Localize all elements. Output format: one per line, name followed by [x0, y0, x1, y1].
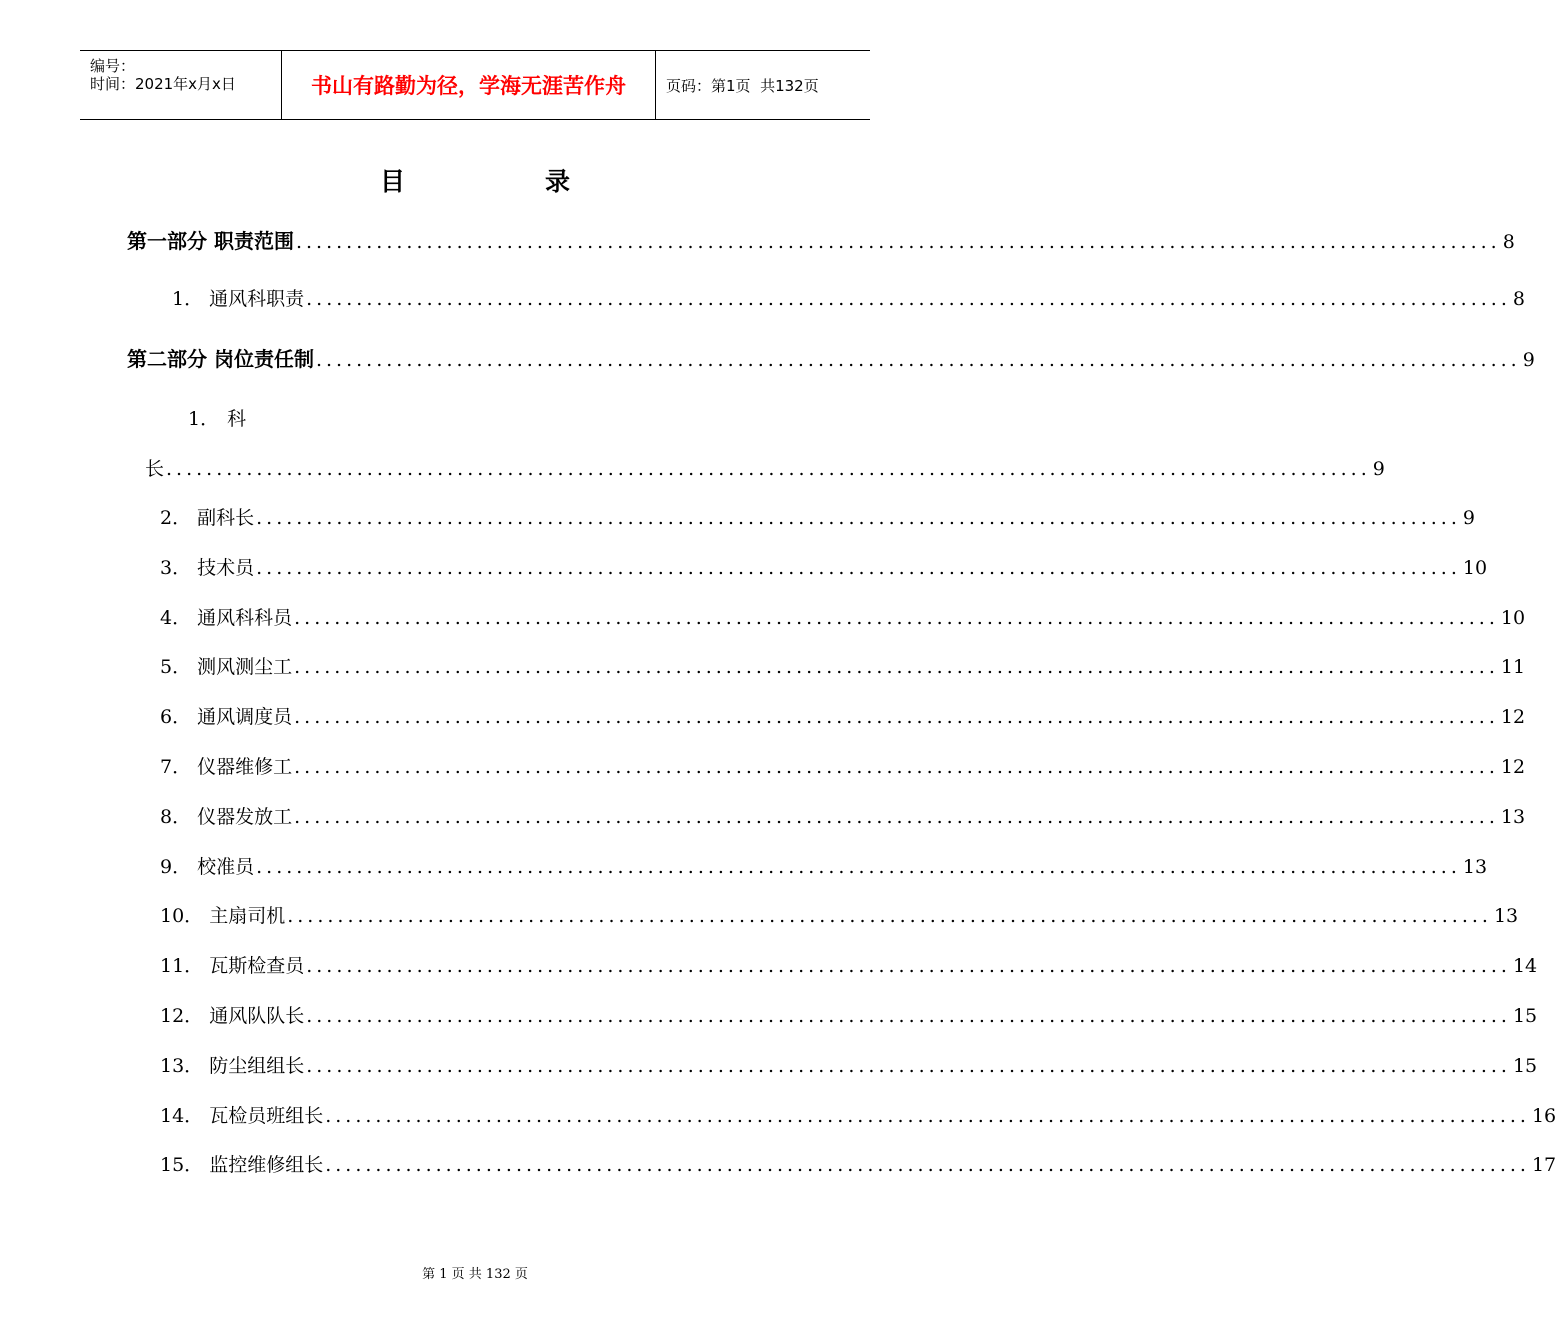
toc-leader-dots: ........................................................................................................................: [256, 557, 1461, 579]
toc-entry[interactable]: [160, 852, 1488, 882]
toc-leader-dots: ........................................................................................................................: [256, 507, 1461, 529]
toc-leader-dots: ........................................................................................................................: [325, 1154, 1530, 1176]
toc-entry[interactable]: [160, 1051, 1538, 1081]
toc-entry-number: 4．: [160, 607, 192, 629]
toc-leader-dots: ........................................................................................................................: [294, 656, 1499, 678]
header-meta: [80, 51, 282, 119]
toc-entry-number: 8．: [160, 806, 192, 828]
toc-title: [0, 162, 950, 198]
toc-entry-label: 长: [145, 458, 165, 480]
toc-entry-label: 技术员: [197, 557, 255, 579]
toc-entry-label: 校准员: [197, 856, 255, 878]
toc-entry-label: 科: [227, 408, 247, 430]
toc-entry-number: 1．: [172, 288, 204, 310]
toc-entry-page: 13: [1500, 806, 1526, 828]
toc-leader-dots: ........................................................................................................................: [306, 288, 1511, 310]
toc-entry-page: 13: [1462, 856, 1488, 878]
toc-entry-label: 瓦检员班组长: [209, 1105, 324, 1127]
time-label: 时间：2021年x月x日: [90, 75, 236, 93]
toc-leader-dots: ........................................................................................................................: [294, 806, 1499, 828]
number-label: 编号：: [90, 57, 136, 75]
toc-entry[interactable]: [160, 1001, 1538, 1031]
toc-entry-number: 12．: [160, 1005, 204, 1027]
toc-entry-label: 瓦斯检查员: [209, 955, 305, 977]
toc-entry-number: 11．: [160, 955, 204, 977]
toc-leader-dots: ........................................................................................................................: [287, 905, 1492, 927]
toc-leader-dots: ........................................................................................................................: [294, 607, 1499, 629]
header-slogan: 书山有路勤为径，学海无涯苦作舟: [282, 51, 656, 119]
toc-entry-label: 通风队队长: [209, 1005, 305, 1027]
toc-entry[interactable]: [160, 1150, 1556, 1180]
toc-entry-number: 3．: [160, 557, 192, 579]
toc-entry-label: 通风调度员: [197, 706, 293, 728]
toc-entry-duties[interactable]: [172, 284, 1525, 314]
toc-entry-section-chief-bottom[interactable]: [145, 454, 1385, 484]
toc-entry-label: 第二部分 岗位责任制: [127, 347, 314, 371]
toc-entry-page: 13: [1493, 905, 1519, 927]
toc-title-char2: 录: [545, 167, 571, 196]
toc-entry-label: 仪器维修工: [197, 756, 293, 778]
toc-entry[interactable]: [160, 503, 1475, 533]
toc-leader-dots: ........................................................................................................................: [306, 955, 1511, 977]
toc-entry-page: 16: [1531, 1105, 1556, 1127]
toc-entry-number: 14．: [160, 1105, 204, 1127]
header-page-info: [656, 51, 870, 119]
toc-entry-page: 11: [1500, 656, 1526, 678]
toc-entry-number: 6．: [160, 706, 192, 728]
toc-entry-number: 15．: [160, 1154, 204, 1176]
toc-entry-page: 14: [1512, 955, 1538, 977]
toc-entry-number: 2．: [160, 507, 192, 529]
toc-entry-page: 9: [1372, 458, 1385, 480]
toc-entry-label: 防尘组组长: [209, 1055, 305, 1077]
toc-leader-dots: ........................................................................................................................: [295, 231, 1501, 253]
toc-entry[interactable]: [160, 752, 1526, 782]
toc-leader-dots: ........................................................................................................................: [256, 856, 1461, 878]
toc-entry-part1[interactable]: [127, 225, 1515, 255]
header-page-label: 页码：第1页 共132页: [666, 76, 819, 95]
toc-entry-page: 12: [1500, 756, 1526, 778]
toc-entry-page: 10: [1500, 607, 1526, 629]
toc-entry-page: 10: [1462, 557, 1488, 579]
toc-entry-label: 监控维修组长: [209, 1154, 324, 1176]
toc-entry-page: 8: [1502, 231, 1515, 253]
toc-leader-dots: ........................................................................................................................: [325, 1105, 1530, 1127]
toc-entry-number: 9．: [160, 856, 192, 878]
toc-entry-page: 15: [1512, 1055, 1538, 1077]
page-footer: 第 1 页 共 132 页: [422, 1267, 528, 1282]
toc-entry-section-chief-top[interactable]: [188, 404, 254, 431]
toc-leader-dots: ........................................................................................................................: [306, 1005, 1511, 1027]
toc-entry-page: 9: [1522, 349, 1535, 371]
toc-entry-page: 15: [1512, 1005, 1538, 1027]
toc-entry-page: 12: [1500, 706, 1526, 728]
toc-entry-number: 5．: [160, 656, 192, 678]
toc-entry[interactable]: [160, 802, 1526, 832]
toc-entry[interactable]: [160, 652, 1526, 682]
toc-entry-number: 7．: [160, 756, 192, 778]
toc-entry-label: 通风科职责: [209, 288, 305, 310]
toc-title-char1: 目: [379, 167, 405, 196]
toc-entry-label: 主扇司机: [209, 905, 286, 927]
toc-entry-number: 1．: [188, 408, 220, 430]
toc-entry[interactable]: [160, 951, 1538, 981]
toc-entry-page: 9: [1462, 507, 1475, 529]
toc-entry[interactable]: [160, 1101, 1556, 1131]
page-header: [80, 50, 870, 120]
toc-entry-label: 测风测尘工: [197, 656, 293, 678]
toc-leader-dots: ........................................................................................................................: [166, 458, 1371, 480]
toc-entry-number: 13．: [160, 1055, 204, 1077]
toc-leader-dots: ........................................................................................................................: [306, 1055, 1511, 1077]
toc-entry-page: 8: [1512, 288, 1525, 310]
toc-leader-dots: ........................................................................................................................: [315, 349, 1521, 371]
toc-entry[interactable]: [160, 553, 1488, 583]
toc-entry-page: 17: [1531, 1154, 1556, 1176]
toc-entry-label: 通风科科员: [197, 607, 293, 629]
toc-entry-number: 10．: [160, 905, 204, 927]
toc-entry[interactable]: [160, 603, 1526, 633]
toc-entry[interactable]: [160, 702, 1526, 732]
toc-leader-dots: ........................................................................................................................: [294, 756, 1499, 778]
toc-entry-label: 副科长: [197, 507, 255, 529]
toc-entry-part2[interactable]: [127, 343, 1535, 373]
toc-entry[interactable]: [160, 901, 1519, 931]
toc-entry-label: 第一部分 职责范围: [127, 229, 294, 253]
toc-leader-dots: ........................................................................................................................: [294, 706, 1499, 728]
toc-entry-label: 仪器发放工: [197, 806, 293, 828]
